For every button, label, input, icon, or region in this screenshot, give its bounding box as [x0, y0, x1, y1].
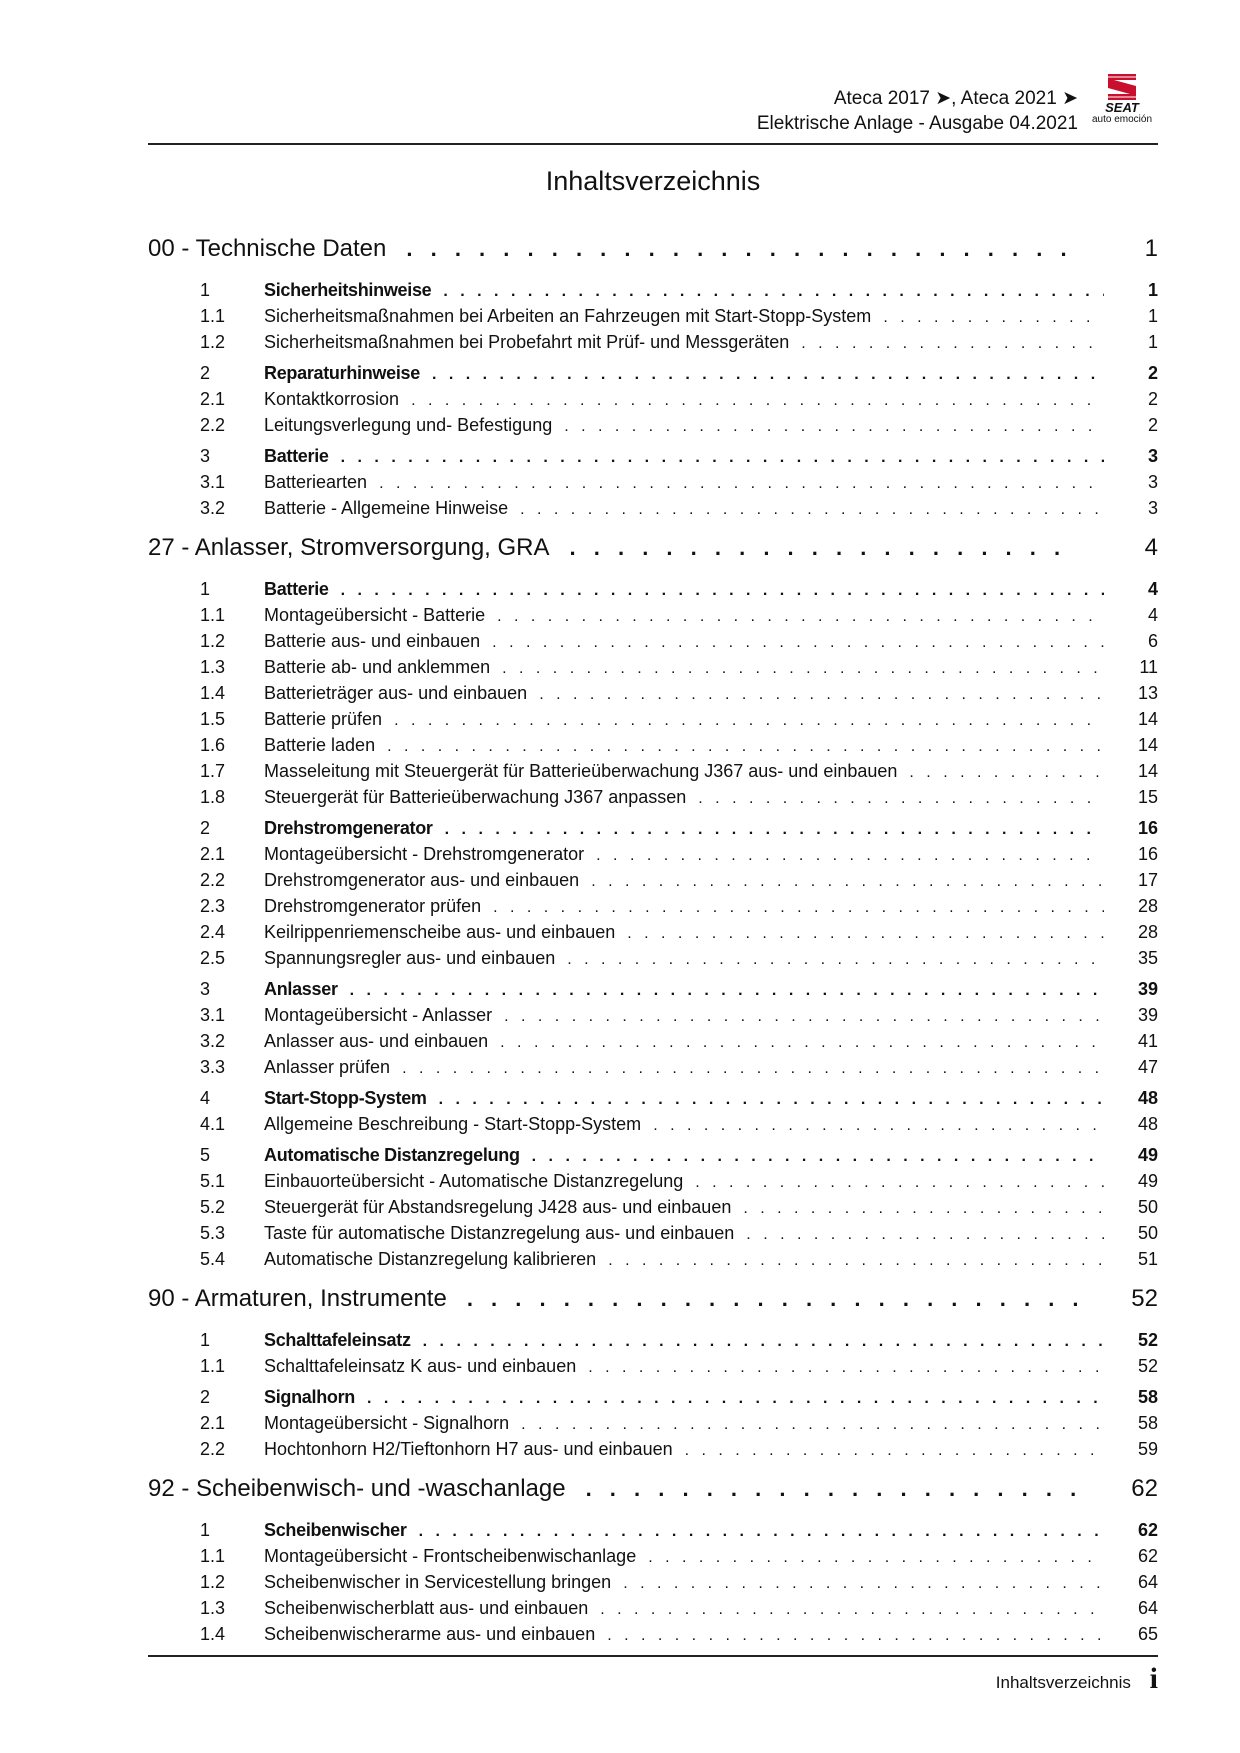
toc-chapter-title: 27 - Anlasser, Stromversorgung, GRA: [148, 534, 550, 561]
brand-logo: [1086, 72, 1158, 130]
toc-subsection-page: 48: [1137, 1114, 1158, 1134]
toc-subsection-entry[interactable]: [148, 657, 1158, 683]
header-vehicle-line: Ateca 2017 ➤, Ateca 2021 ➤: [833, 88, 1078, 109]
toc-subsection-page: 58: [1137, 1413, 1158, 1433]
header-divider: [148, 143, 1158, 145]
toc-subsection-title: Scheibenwischerarme aus- und einbauen: [264, 1624, 596, 1644]
toc-chapter-entry[interactable]: [148, 1285, 1158, 1325]
toc-chapter-block: [148, 1475, 1158, 1650]
toc-subsection-title: Montageübersicht - Drehstromgenerator: [264, 844, 585, 864]
toc-subsection-title: Steuergerät für Abstandsregelung J428 aus- und einbauen: [264, 1197, 732, 1217]
toc-subsection-number: 1.8: [200, 787, 226, 807]
toc-subsection-page: 41: [1137, 1031, 1158, 1051]
toc-section-page: 16: [1137, 818, 1158, 838]
toc-subsection-number: 1.1: [200, 306, 226, 326]
toc-subsection-entry[interactable]: [148, 498, 1158, 524]
toc-subsection-entry[interactable]: [148, 709, 1158, 735]
toc-subsection-entry[interactable]: [148, 1356, 1158, 1382]
toc-section-group: [148, 579, 1158, 813]
toc-dot-leader: [497, 608, 1104, 626]
toc-subsection-entry[interactable]: [148, 389, 1158, 415]
toc-dot-leader: [432, 366, 1104, 384]
toc-subsection-number: 1.1: [200, 605, 226, 625]
toc-dot-leader: [588, 1359, 1104, 1377]
toc-section-title: Signalhorn: [264, 1387, 355, 1407]
toc-subsection-title: Sicherheitsmaßnahmen bei Probefahrt mit Prüf- und Messgeräten: [264, 332, 790, 352]
toc-section-group: [148, 979, 1158, 1083]
toc-subsection-page: 3: [1147, 472, 1158, 492]
toc-section-entry[interactable]: [148, 579, 1158, 605]
toc-subsection-number: 1.3: [200, 1598, 226, 1618]
toc-subsection-page: 2: [1147, 389, 1158, 409]
toc-section-number: 2: [200, 363, 211, 383]
toc-section-entry[interactable]: [148, 1088, 1158, 1114]
toc-section-page: 49: [1137, 1145, 1158, 1165]
toc-dot-leader: [467, 1286, 1078, 1312]
toc-subsection-entry[interactable]: [148, 1031, 1158, 1057]
toc-subsection-entry[interactable]: [148, 1249, 1158, 1275]
toc-section-page: 62: [1137, 1520, 1158, 1540]
toc-dot-leader: [521, 1416, 1104, 1434]
toc-section-page: 4: [1147, 579, 1158, 599]
toc-subsection-entry[interactable]: [148, 1546, 1158, 1572]
toc-section-group: [148, 1145, 1158, 1275]
toc-subsection-number: 2.2: [200, 1439, 226, 1459]
toc-subsection-entry[interactable]: [148, 415, 1158, 441]
toc-chapter-page: 52: [1131, 1285, 1158, 1312]
toc-subsection-number: 2.3: [200, 896, 226, 916]
toc-subsection-title: Batterie aus- und einbauen: [264, 631, 481, 651]
toc-subsection-title: Batterie - Allgemeine Hinweise: [264, 498, 509, 518]
toc-section-entry[interactable]: [148, 979, 1158, 1005]
toc-subsection-entry[interactable]: [148, 306, 1158, 332]
toc-subsection-page: 49: [1137, 1171, 1158, 1191]
toc-dot-leader: [596, 847, 1104, 865]
toc-subsection-page: 62: [1137, 1546, 1158, 1566]
toc-subsection-number: 1.4: [200, 1624, 226, 1644]
toc-dot-leader: [909, 764, 1104, 782]
toc-chapter-page: 1: [1144, 235, 1158, 262]
toc-subsection-entry[interactable]: [148, 922, 1158, 948]
toc-dot-leader: [698, 790, 1104, 808]
toc-section-group: [148, 1330, 1158, 1382]
toc-subsection-entry[interactable]: [148, 631, 1158, 657]
toc-section-page: 58: [1137, 1387, 1158, 1407]
toc-subsection-page: 14: [1137, 709, 1158, 729]
toc-section-entry[interactable]: [148, 280, 1158, 306]
toc-subsection-entry[interactable]: [148, 1598, 1158, 1624]
toc-section-page: 1: [1147, 280, 1158, 300]
toc-subsection-page: 3: [1147, 498, 1158, 518]
toc-section-title: Start-Stopp-System: [264, 1088, 427, 1108]
toc-dot-leader: [402, 1060, 1104, 1078]
header-edition-line: Elektrische Anlage - Ausgabe 04.2021: [756, 113, 1078, 134]
toc-dot-leader: [500, 1034, 1104, 1052]
toc-dot-leader: [567, 951, 1104, 969]
toc-subsection-entry[interactable]: [148, 683, 1158, 709]
toc-chapter-page: 4: [1144, 534, 1158, 561]
toc-section-title: Batterie: [264, 579, 329, 599]
toc-subsection-title: Schalttafeleinsatz K aus- und einbauen: [264, 1356, 577, 1376]
toc-subsection-number: 5.2: [200, 1197, 226, 1217]
toc-subsection-title: Masseleitung mit Steuergerät für Batterieüberwachung J367 aus- und einbauen: [264, 761, 898, 781]
toc-section-group: [148, 363, 1158, 441]
toc-section-page: 48: [1137, 1088, 1158, 1108]
toc-subsection-number: 4.1: [200, 1114, 226, 1134]
toc-section-entry[interactable]: [148, 1145, 1158, 1171]
toc-subsection-number: 3.3: [200, 1057, 226, 1077]
toc-subsection-title: Montageübersicht - Frontscheibenwischanlage: [264, 1546, 637, 1566]
toc-dot-leader: [445, 821, 1104, 839]
toc-subsection-number: 1.6: [200, 735, 226, 755]
toc-section-entry[interactable]: [148, 818, 1158, 844]
toc-section-number: 3: [200, 446, 211, 466]
toc-dot-leader: [387, 738, 1104, 756]
toc-subsection-page: 11: [1139, 657, 1158, 677]
toc-chapter-block: [148, 1285, 1158, 1465]
toc-subsection-number: 3.1: [200, 472, 226, 492]
toc-subsection-page: 59: [1137, 1439, 1158, 1459]
toc-dot-leader: [743, 1200, 1104, 1218]
toc-subsection-number: 1.2: [200, 332, 226, 352]
toc-subsection-title: Keilrippenriemenscheibe aus- und einbauen: [264, 922, 616, 942]
toc-subsection-number: 2.1: [200, 844, 226, 864]
toc-subsection-title: Taste für automatische Distanzregelung aus- und einbauen: [264, 1223, 735, 1243]
toc-subsection-title: Spannungsregler aus- und einbauen: [264, 948, 556, 968]
toc-subsection-number: 5.4: [200, 1249, 226, 1269]
toc-dot-leader: [502, 660, 1104, 678]
toc-subsection-title: Automatische Distanzregelung kalibrieren: [264, 1249, 597, 1269]
toc-section-title: Sicherheitshinweise: [264, 280, 432, 300]
toc-chapter-block: [148, 534, 1158, 1275]
toc-subsection-page: 50: [1137, 1197, 1158, 1217]
footer-divider: [148, 1655, 1158, 1657]
toc-chapter-title: 00 - Technische Daten: [148, 235, 387, 262]
toc-subsection-number: 2.4: [200, 922, 226, 942]
toc-dot-leader: [520, 501, 1104, 519]
toc-subsection-title: Scheibenwischer in Servicestellung bringen: [264, 1572, 612, 1592]
toc-subsection-page: 28: [1137, 922, 1158, 942]
toc-dot-leader: [367, 1390, 1104, 1408]
toc-subsection-page: 64: [1137, 1572, 1158, 1592]
toc-subsection-title: Allgemeine Beschreibung - Start-Stopp-System: [264, 1114, 642, 1134]
toc-subsection-title: Kontaktkorrosion: [264, 389, 400, 409]
toc-subsection-title: Einbauorteübersicht - Automatische Distanzregelung: [264, 1171, 684, 1191]
toc-subsection-page: 15: [1137, 787, 1158, 807]
footer-page-number: i: [1149, 1662, 1158, 1695]
toc-subsection-page: 50: [1137, 1223, 1158, 1243]
toc-subsection-page: 1: [1147, 306, 1158, 326]
toc-subsection-number: 3.2: [200, 498, 226, 518]
table-of-contents: [148, 235, 1158, 1660]
toc-subsection-page: 52: [1137, 1356, 1158, 1376]
toc-subsection-number: 1.5: [200, 709, 226, 729]
toc-subsection-title: Batterie ab- und anklemmen: [264, 657, 491, 677]
toc-section-group: [148, 1387, 1158, 1465]
toc-subsection-entry[interactable]: [148, 735, 1158, 761]
toc-subsection-number: 2.2: [200, 870, 226, 890]
toc-subsection-entry[interactable]: [148, 1005, 1158, 1031]
toc-dot-leader: [591, 873, 1104, 891]
toc-dot-leader: [492, 634, 1104, 652]
toc-subsection-page: 65: [1137, 1624, 1158, 1644]
toc-subsection-page: 16: [1137, 844, 1158, 864]
toc-chapter-title: 90 - Armaturen, Instrumente: [148, 1285, 447, 1312]
toc-dot-leader: [394, 712, 1104, 730]
toc-section-title: Batterie: [264, 446, 329, 466]
toc-subsection-entry[interactable]: [148, 1171, 1158, 1197]
toc-dot-leader: [883, 309, 1104, 327]
toc-section-title: Scheibenwischer: [264, 1520, 407, 1540]
toc-section-number: 5: [200, 1145, 211, 1165]
toc-dot-leader: [586, 1476, 1078, 1502]
toc-subsection-entry[interactable]: [148, 1114, 1158, 1140]
toc-subsection-page: 51: [1137, 1249, 1158, 1269]
toc-chapter-entry[interactable]: [148, 534, 1158, 574]
toc-dot-leader: [648, 1549, 1104, 1567]
toc-section-entry[interactable]: [148, 1387, 1158, 1413]
toc-dot-leader: [406, 236, 1078, 262]
toc-section-number: 1: [200, 1520, 211, 1540]
toc-dot-leader: [653, 1117, 1104, 1135]
toc-subsection-page: 28: [1137, 896, 1158, 916]
logo-tagline: auto emoción: [1091, 114, 1153, 125]
toc-section-entry[interactable]: [148, 1330, 1158, 1356]
footer-label: Inhaltsverzeichnis: [995, 1673, 1131, 1692]
toc-dot-leader: [627, 925, 1104, 943]
toc-section-page: 39: [1137, 979, 1158, 999]
toc-dot-leader: [746, 1226, 1104, 1244]
page-footer: [148, 1662, 1158, 1696]
toc-section-group: [148, 1520, 1158, 1650]
toc-subsection-page: 47: [1137, 1057, 1158, 1077]
toc-section-group: [148, 280, 1158, 358]
toc-section-title: Schalttafeleinsatz: [264, 1330, 411, 1350]
toc-chapter-title: 92 - Scheibenwisch- und -waschanlage: [148, 1475, 566, 1502]
toc-subsection-entry[interactable]: [148, 1197, 1158, 1223]
seat-logo-icon: [1105, 72, 1139, 102]
toc-subsection-number: 1.7: [200, 761, 226, 781]
toc-chapter-block: [148, 235, 1158, 524]
toc-subsection-title: Batteriearten: [264, 472, 368, 492]
toc-subsection-number: 5.3: [200, 1223, 226, 1243]
toc-dot-leader: [411, 392, 1104, 410]
toc-dot-leader: [570, 535, 1078, 561]
toc-subsection-page: 14: [1137, 735, 1158, 755]
toc-subsection-number: 1.3: [200, 657, 226, 677]
toc-subsection-number: 2.1: [200, 1413, 226, 1433]
toc-dot-leader: [608, 1252, 1104, 1270]
toc-subsection-title: Batterie laden: [264, 735, 376, 755]
toc-subsection-entry[interactable]: [148, 472, 1158, 498]
toc-subsection-entry[interactable]: [148, 761, 1158, 787]
toc-section-number: 2: [200, 818, 211, 838]
toc-subsection-entry[interactable]: [148, 1439, 1158, 1465]
toc-section-title: Anlasser: [264, 979, 338, 999]
toc-subsection-title: Hochtonhorn H2/Tieftonhorn H7 aus- und einbauen: [264, 1439, 673, 1459]
toc-section-number: 4: [200, 1088, 211, 1108]
toc-section-group: [148, 446, 1158, 524]
toc-subsection-entry[interactable]: [148, 1624, 1158, 1650]
toc-subsection-title: Scheibenwischerblatt aus- und einbauen: [264, 1598, 589, 1618]
toc-subsection-title: Leitungsverlegung und- Befestigung: [264, 415, 553, 435]
toc-subsection-page: 14: [1137, 761, 1158, 781]
toc-dot-leader: [419, 1523, 1104, 1541]
toc-section-page: 52: [1137, 1330, 1158, 1350]
toc-subsection-title: Anlasser aus- und einbauen: [264, 1031, 489, 1051]
toc-subsection-page: 2: [1147, 415, 1158, 435]
toc-dot-leader: [532, 1148, 1104, 1166]
toc-subsection-number: 2.5: [200, 948, 226, 968]
toc-dot-leader: [423, 1333, 1104, 1351]
toc-subsection-page: 13: [1137, 683, 1158, 703]
toc-subsection-entry[interactable]: [148, 787, 1158, 813]
toc-subsection-title: Drehstromgenerator prüfen: [264, 896, 482, 916]
toc-dot-leader: [439, 1091, 1104, 1109]
toc-chapter-entry[interactable]: [148, 1475, 1158, 1515]
toc-dot-leader: [443, 283, 1104, 301]
toc-subsection-title: Sicherheitsmaßnahmen bei Arbeiten an Fahrzeugen mit Start-Stopp-System: [264, 306, 872, 326]
toc-subsection-entry[interactable]: [148, 1572, 1158, 1598]
toc-subsection-page: 17: [1137, 870, 1158, 890]
toc-subsection-title: Montageübersicht - Signalhorn: [264, 1413, 510, 1433]
toc-subsection-entry[interactable]: [148, 870, 1158, 896]
toc-subsection-number: 1.1: [200, 1356, 226, 1376]
toc-dot-leader: [600, 1601, 1104, 1619]
toc-subsection-page: 6: [1147, 631, 1158, 651]
toc-subsection-entry[interactable]: [148, 948, 1158, 974]
toc-section-number: 1: [200, 280, 211, 300]
toc-section-number: 2: [200, 1387, 211, 1407]
toc-subsection-entry[interactable]: [148, 332, 1158, 358]
toc-dot-leader: [623, 1575, 1104, 1593]
toc-section-number: 1: [200, 1330, 211, 1350]
toc-subsection-number: 2.2: [200, 415, 226, 435]
toc-subsection-title: Montageübersicht - Batterie: [264, 605, 486, 625]
toc-section-title: Automatische Distanzregelung: [264, 1145, 520, 1165]
toc-section-number: 1: [200, 579, 211, 599]
toc-chapter-page: 62: [1131, 1475, 1158, 1502]
toc-subsection-number: 1.4: [200, 683, 226, 703]
toc-subsection-entry[interactable]: [148, 1057, 1158, 1083]
toc-subsection-number: 1.2: [200, 1572, 226, 1592]
toc-section-title: Reparaturhinweise: [264, 363, 420, 383]
toc-dot-leader: [504, 1008, 1104, 1026]
toc-dot-leader: [379, 475, 1104, 493]
toc-subsection-title: Anlasser prüfen: [264, 1057, 391, 1077]
toc-dot-leader: [801, 335, 1104, 353]
toc-subsection-page: 35: [1137, 948, 1158, 968]
toc-section-entry[interactable]: [148, 446, 1158, 472]
toc-dot-leader: [350, 982, 1104, 1000]
toc-section-page: 3: [1147, 446, 1158, 466]
toc-section-number: 3: [200, 979, 211, 999]
toc-subsection-entry[interactable]: [148, 896, 1158, 922]
toc-dot-leader: [539, 686, 1104, 704]
toc-section-entry[interactable]: [148, 1520, 1158, 1546]
toc-subsection-number: 5.1: [200, 1171, 226, 1191]
toc-dot-leader: [607, 1627, 1104, 1645]
page-title: Inhaltsverzeichnis: [545, 166, 761, 196]
toc-dot-leader: [493, 899, 1104, 917]
toc-subsection-entry[interactable]: [148, 1223, 1158, 1249]
toc-dot-leader: [341, 449, 1104, 467]
toc-subsection-entry[interactable]: [148, 844, 1158, 870]
toc-section-group: [148, 818, 1158, 974]
toc-subsection-entry[interactable]: [148, 1413, 1158, 1439]
toc-subsection-title: Montageübersicht - Anlasser: [264, 1005, 493, 1025]
toc-section-title: Drehstromgenerator: [264, 818, 433, 838]
toc-subsection-title: Batterie prüfen: [264, 709, 383, 729]
toc-subsection-title: Batterieträger aus- und einbauen: [264, 683, 528, 703]
toc-subsection-number: 1.1: [200, 1546, 226, 1566]
toc-subsection-title: Drehstromgenerator aus- und einbauen: [264, 870, 580, 890]
toc-subsection-number: 2.1: [200, 389, 226, 409]
toc-subsection-number: 3.1: [200, 1005, 226, 1025]
toc-section-entry[interactable]: [148, 363, 1158, 389]
toc-subsection-page: 39: [1137, 1005, 1158, 1025]
toc-dot-leader: [685, 1442, 1104, 1460]
toc-dot-leader: [341, 582, 1104, 600]
toc-section-group: [148, 1088, 1158, 1140]
logo-brand-text: SEAT: [1105, 100, 1139, 115]
toc-dot-leader: [564, 418, 1104, 436]
document-header: [148, 86, 1078, 136]
toc-dot-leader: [695, 1174, 1104, 1192]
toc-subsection-entry[interactable]: [148, 605, 1158, 631]
toc-subsection-number: 1.2: [200, 631, 226, 651]
toc-chapter-entry[interactable]: [148, 235, 1158, 275]
toc-subsection-page: 1: [1147, 332, 1158, 352]
toc-subsection-page: 64: [1137, 1598, 1158, 1618]
toc-section-page: 2: [1147, 363, 1158, 383]
toc-subsection-page: 4: [1147, 605, 1158, 625]
toc-subsection-title: Steuergerät für Batterieüberwachung J367 anpassen: [264, 787, 687, 807]
toc-subsection-number: 3.2: [200, 1031, 226, 1051]
